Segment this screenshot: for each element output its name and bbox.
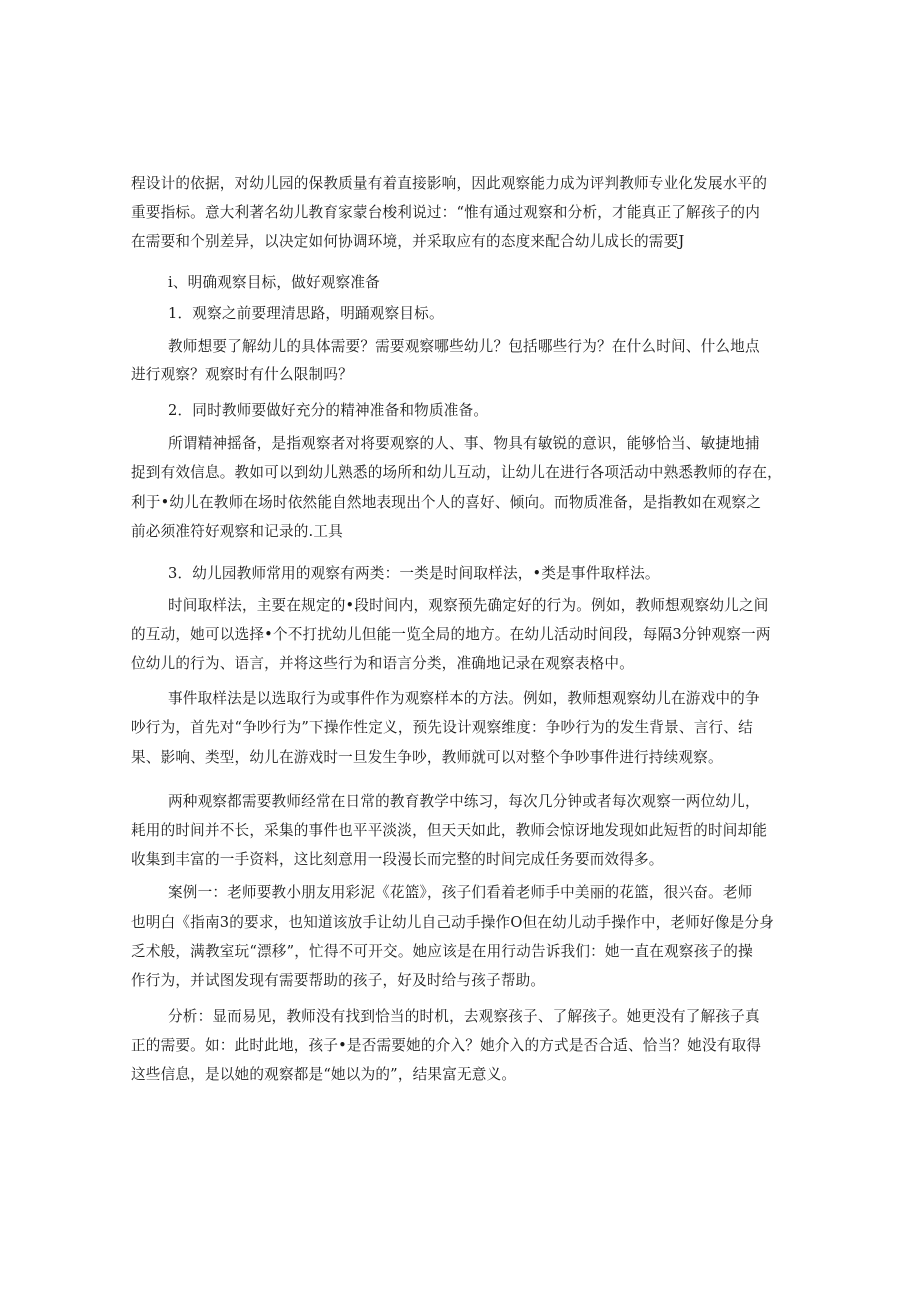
text-line: 案例一：老师要教小朋友用彩泥《花篮》，孩子们看着老师手中美丽的花篮，很兴奋。老师 <box>168 884 753 901</box>
text-line: 位幼儿的行为、语言，并将这些行为和语言分类，准确地记录在观察表格中。 <box>131 655 634 672</box>
text-line: 乏术般，满教室玩“漂移”，忙得不可开交。她应该是在用行动告诉我们：她一直在观察孩子的操 <box>131 943 753 960</box>
text-line: 利于•幼儿在教师在场时依然能自然地表现出个人的喜好、倾向。而物质准备，是指教如在观察之 <box>131 494 762 511</box>
text-line: 2．同时教师要做好充分的精神准备和物质准备。 <box>168 402 489 419</box>
text-line: 两种观察都需要教师经常在日常的教育教学中练习，每次几分钟或者每次观察一两位幼儿， <box>168 793 760 810</box>
text-line: 吵行为，首先对“争吵行为”下操作性定义，预先设计观察维度：争吵行为的发生背景、言行、结 <box>131 719 753 736</box>
text-line: 程设计的依据，对幼儿园的保教质量有着直接影响，因此观察能力成为评判教师专业化发展水平的 <box>131 175 768 192</box>
text-line: 分析：显而易见，教师没有找到恰当的时机，去观察孩子、了解孩子。她更没有了解孩子真 <box>168 1008 760 1025</box>
text-line: 事件取样法是以选取行为或事件作为观察样本的方法。例如，教师想观察幼儿在游戏中的争 <box>168 690 760 707</box>
text-line: 前必须准符好观察和记录的.工具 <box>131 523 343 540</box>
text-line: 教师想要了解幼儿的具体需要？需要观察哪些幼儿？包括哪些行为？在什么时间、什么地点 <box>168 338 760 355</box>
text-line: 重要指标。意大利著名幼儿教育家蒙台梭利说过：“惟有通过观察和分析，才能真正了解孩子的内 <box>131 204 761 221</box>
text-line: 时间取样法，主要在规定的•段时间内，观察预先确定好的行为。例如，教师想观察幼儿之间 <box>168 597 769 614</box>
text-line: 耗用的时间并不长，采集的事件也平平淡淡，但天天如此，教师会惊讶地发现如此短哲的时间却能 <box>131 822 768 839</box>
text-line: 的互动，她可以选择•个不打扰幼儿但能一览全局的地方。在幼儿活动时间段，每隔3分钟观察一两 <box>131 626 771 643</box>
text-line: 在需要和个别差异，以决定如何协调环境，并采取应有的态度来配合幼儿成长的需要J <box>131 233 685 250</box>
text-line: 收集到丰富的一手资料，这比刻意用一段漫长而完整的时间完成任务要而效得多。 <box>131 851 664 868</box>
text-line: 1．观察之前要理清思路，明踊观察目标。 <box>168 305 444 322</box>
text-line: 作行为，并试图发现有需要帮助的孩子，好及时给与孩子帮助。 <box>131 972 546 989</box>
text-line: 所谓精神摇备，是指观察者对将要观察的人、事、物具有敏锐的意识，能够恰当、敏捷地捕 <box>168 435 760 452</box>
text-line: 捉到有效信息。教如可以到幼儿熟悉的场所和幼儿互动，让幼儿在进行各项活动中熟悉教师的存在， <box>131 464 782 481</box>
text-line: i、明确观察目标，做好观察准备 <box>168 274 380 291</box>
text-line: 正的需要。如：此时此地，孩子•是否需要她的介入？她介入的方式是否合适、恰当？她没有取得 <box>131 1037 762 1054</box>
text-line: 也明白《指南3的要求，也知道该放手让幼儿自己动手操作O但在幼儿动手操作中，老师好像是分身 <box>131 914 774 931</box>
text-line: 这些信息，是以她的观察都是“她以为的”，结果富无意义。 <box>131 1066 517 1083</box>
text-line: 3．幼儿园教师常用的观察有两类：一类是时间取样法，•类是事件取样法。 <box>168 565 660 582</box>
text-line: 果、影响、类型，幼儿在游戏时一旦发生争吵，教师就可以对整个争吵事件进行持续观察。 <box>131 749 723 766</box>
text-line: 进行观察？观察时有什么限制吗？ <box>131 366 353 383</box>
